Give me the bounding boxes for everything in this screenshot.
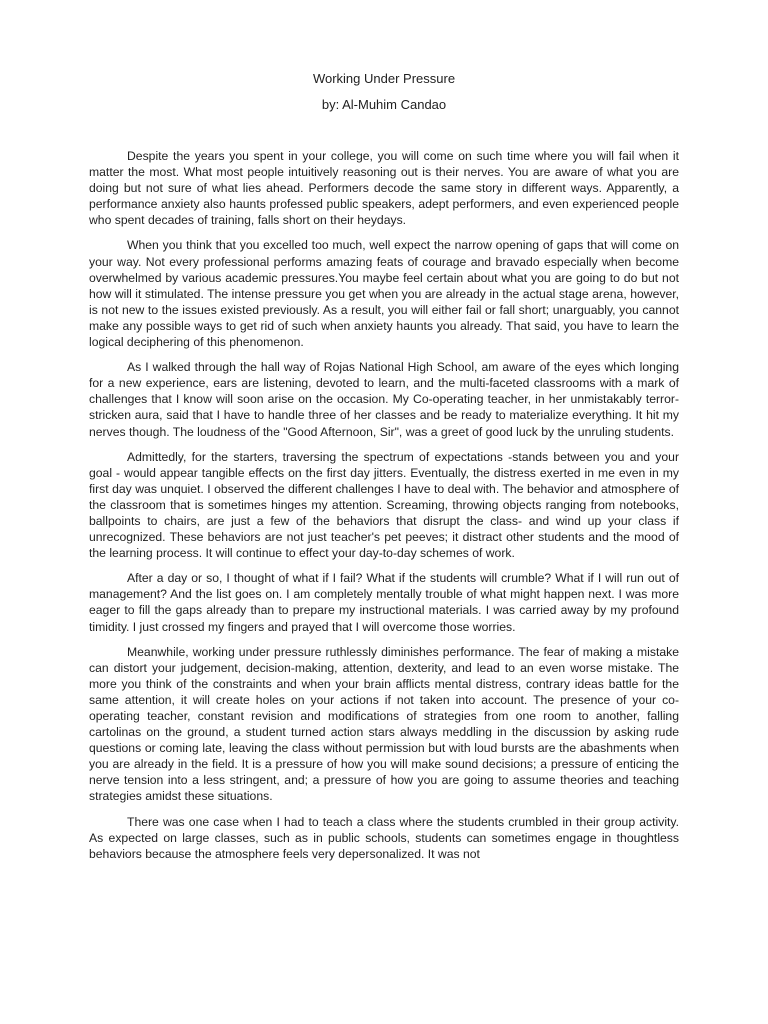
document-page [89, 0, 679, 1024]
paragraph: Despite the years you spent in your college, you will come on such time where you will fail when it matter the most. What most people intuitively reasoning out is their nerves. You are aware of what you are doing but not sure of what lies ahead. Performers decode the same story in different ways. Apparently, a performance anxiety also haunts professed public speakers, adept performers, and even experienced people who spent decades of training, falls short on their heydays. [89, 149, 679, 228]
document-title: Working Under Pressure [312, 71, 456, 86]
paragraph: There was one case when I had to teach a class where the students crumbled in their group activity. As expected on large classes, such as in public schools, students can sometimes engage in thoughtless behaviors because the atmosphere feels very depersonalized. It was not [89, 814, 679, 861]
paragraph: After a day or so, I thought of what if I fail? What if the students will crumble? What if I will run out of management? And the list goes on. I am completely mentally trouble of what might happen next. I was more eager to fill the gaps already than to prepare my instructional materials. I was carried away by my profound timidity. I just crossed my fingers and prayed that I will overcome those worries. [89, 571, 679, 634]
paragraph: Admittedly, for the starters, traversing the spectrum of expectations -stands between you and your goal - would appear tangible effects on the first day jitters. Eventually, the distress exerted in me even in my first day was unquiet. I observed the different challenges I have to deal with. The behavior and atmosphere of the classroom that is sometimes hinges my attention. Screaming, throwing objects ranging from notebooks, ballpoints to chairs, are just a few of the behaviors that disrupt the class- and wind up your class if unrecognized. These behaviors are not just teacher's pet peeves; it distract other students and the mood of the learning process. It will continue to effect your day-to-day schemes of work. [89, 449, 679, 561]
document-body [89, 148, 679, 871]
paragraph: Meanwhile, working under pressure ruthlessly diminishes performance. The fear of making a mistake can distort your judgement, decision-making, attention, dexterity, and lead to an even worse mistake. The more you think of the constraints and when your brain afflicts mental distress, contrary ideas battle for the same attention, it will create holes on your actions if not taken into account. The presence of your co-operating teacher, constant revision and modifications of strategies from one room to another, falling cartolinas on the ground, a student turned action stars always meddling in the discussion by asking rude questions or coming late, leaving the class without permission but with loud bursts are the abashments when you are already in the field. It is a pressure of how you will make sound decisions; a pressure of enticing the nerve tension into a less stringent, and; a pressure of how you are going to assume theories and teaching strategies amidst these situations. [89, 644, 679, 804]
paragraph: When you think that you excelled too much, well expect the narrow opening of gaps that will come on your way. Not every professional performs amazing feats of courage and bravado especially when become overwhelmed by various academic pressures.You maybe feel certain about what you are going to do but not how will it stimulated. The intense pressure you get when you are already in the actual stage arena, however, is not new to the issues existed previously. As a result, you will either fail or fall short; unarguably, you cannot make any possible ways to get rid of such when anxiety haunts you already. That said, you have to learn the logical deciphering of this phenomenon. [89, 238, 679, 350]
document-author: by: Al-Muhim Candao [321, 97, 447, 112]
paragraph: As I walked through the hall way of Rojas National High School, am aware of the eyes which longing for a new experience, ears are listening, devoted to learn, and the multi-faceted classrooms with a mark of challenges that I know will soon arise on the occasion. My Co-operating teacher, in her unmistakably terror-stricken aura, said that I have to handle three of her classes and be ready to materialize everything. It hit my nerves though. The loudness of the "Good Afternoon, Sir", was a greet of good luck by the unruling students. [89, 360, 679, 439]
